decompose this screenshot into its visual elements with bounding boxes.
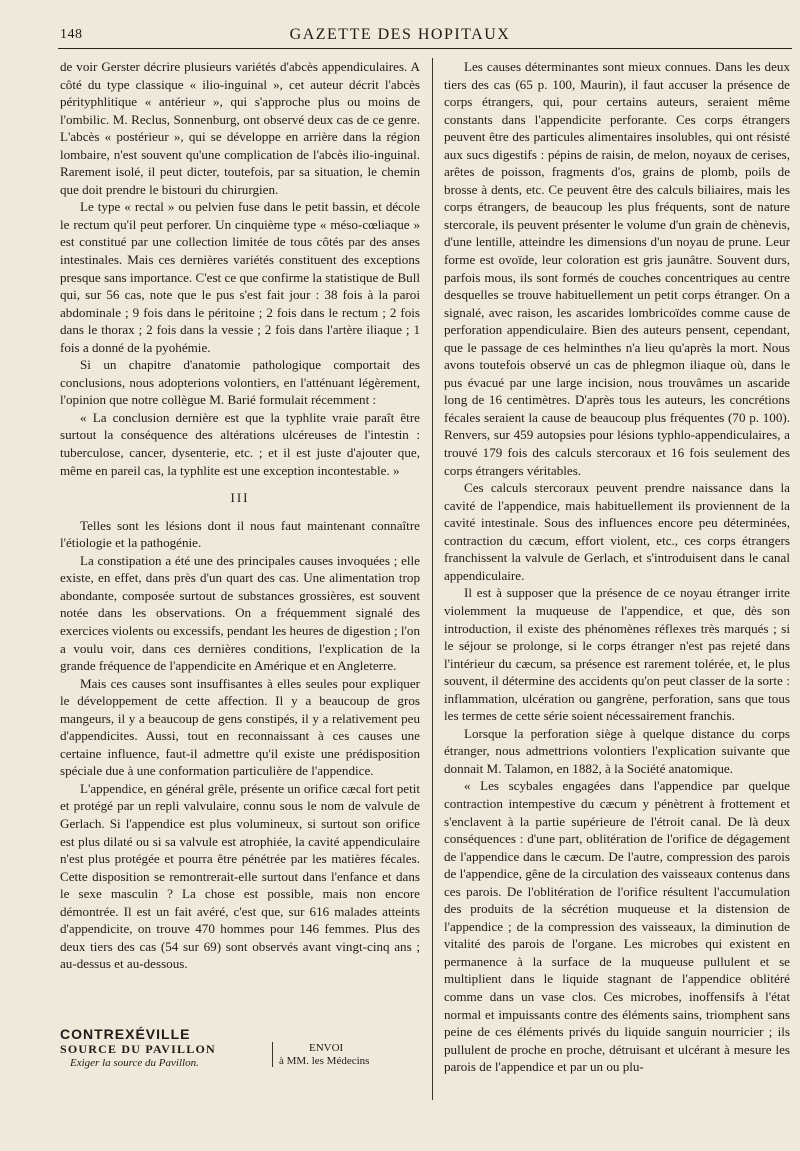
ad-side-line: ENVOI — [309, 1042, 344, 1054]
paragraph: L'appendice, en général grêle, présente un orifice cæcal fort petit et protégé par un repli valvulaire, connu sous le nom de valvule de Gerlach. Si l'appendice est plus volumineux, si surtout son orifice est plus dilaté ou si sa valvule est atrophiée, la cavité appendiculaire n'est plus protégée et pourra être pénétrée par les matières fécales. Cette disposition se remontrerait-elle surtout dans l'enfance et dans le sexe masculin ? La chose est possible, mais non encore démontrée. Il est un fait avéré, c'est que, sur 616 malades atteints d'appendicite, on trouve 470 hommes pour 146 femmes. Plus des deux tiers des cas (54 sur 69) sont observés avant vingt-cinq ans ; au-dessus et au-dessous. — [60, 780, 420, 972]
paragraph: Mais ces causes sont insuffisantes à elles seules pour expliquer le développement de cette affection. Il y a beaucoup de gros mangeurs, il y a beaucoup de gens constipés, il y a relativement peu d'appendicites. Aussi, tout en reconnaissant à ces causes une certaine influence, faut-il admettre qu'il existe une prédisposition spéciale due à une conformation particulière de l'appendice. — [60, 675, 420, 779]
paragraph: Il est à supposer que la présence de ce noyau étranger irrite violemment la muqueuse de l'appendice, et que, dès son introduction, il existe des phénomènes réflexes très marqués ; si le séjour se prolonge, si le corps étranger n'est pas rejeté dans l'intérieur du cæcum, sa présence est rarement tolérée, et, le plus souvent, il détermine des accidents qu'on peut classer de la sorte : inflammation, ulcération ou gangrène, perforation, sans que tous les termes de cette série soient nécessairement franchis. — [444, 585, 790, 724]
advertisement — [60, 1026, 428, 1106]
paragraph: Lorsque la perforation siège à quelque distance du corps étranger, nous admettrions volontiers l'explication suivante que donnait M. Talamon, en 1882, à la Société anatomique. — [444, 725, 790, 776]
quotation: « La conclusion dernière est que la typhlite vraie paraît être surtout la conséquence des altérations ulcéreuses de l'intestin : tuberculose, cancer, dysenterie, etc. ; et il est juste d'ajouter que, même en pareil cas, la typhlite est une exception incontestable. » — [60, 409, 420, 478]
ad-tagline: Exiger la source du Pavillon. — [70, 1057, 199, 1069]
paragraph: Les causes déterminantes sont mieux connues. Dans les deux tiers des cas (65 p. 100, Maurin), il faut accuser la présence de corps étrangers, qui, pour certains auteurs, seraient même constants dans l'appendicite perforante. Ces corps étrangers peuvent être des particules alimentaires insolubles, qui ont résisté aux sucs digestifs : pépins de raisin, de melon, noyaux de cerises, arêtes de poisson, fragments d'os, grains de plomb, poils de brosse à dents, etc. Ce peuvent être des calculs biliaires, mais les corps étrangers, de beaucoup les plus fréquents, sont de nature stercorale, ils peuvent présenter le volume d'un grain de chènevis, d'une lentille, atteindre les dimensions d'un noyau de prune. Leur forme est ovoïde, leur coloration est gris jaunâtre. Souvent durs, parfois mous, ils sont formés de couches concentriques au centre desquelles se trouve habituellement un petit corps étranger. On a signalé, avec raison, les ascarides lombricoïdes comme cause de perforation appendiculaire. Bien des auteurs pensent, cependant, que le passage de ces helminthes n'a lieu qu'après la mort. Nous avons toutefois observé un cas de phlegmon iliaque où, dans le pus évacué par une large incision, nous trouvâmes un ascaride long de 16 centimètres. D'après tous les auteurs, les concrétions fécales seraient la cause de beaucoup plus fréquentes (70 p. 100). Renvers, sur 459 autopsies pour lésions typhlo-appendiculaires, a trouvé 179 fois des calculs stercoraux et 16 fois seulement des corps étrangers véritables. — [444, 59, 790, 478]
paragraph: Telles sont les lésions dont il nous faut maintenant connaître l'étiologie et la pathogénie. — [60, 517, 420, 551]
journal-title: GAZETTE DES HOPITAUX — [289, 26, 511, 43]
right-column — [444, 58, 790, 1076]
paragraph: Si un chapitre d'anatomie pathologique comportait des conclusions, nous adopterions volontiers, en l'atténuant légèrement, l'opinion que notre collègue M. Barié formulait récemment : — [60, 357, 420, 408]
paragraph: de voir Gerster décrire plusieurs variétés d'abcès appendiculaires. A côté du type classique « ilio-inguinal », cet auteur décrit l'abcès pérityphlitique « antérieur », qui s'approche plus ou moins de l'ombilic. M. Reclus, Sonnenburg, ont observé deux cas de ce genre. L'abcès « postérieur », qui se développe en arrière dans la région lombaire, n'est souvent qu'une complication de l'abcès ilio-inguinal. Rarement isolé, il peut dicter, toutefois, par sa situation, le chemin que doit prendre le bistouri du chirurgien. — [60, 59, 420, 197]
header-rule — [58, 48, 792, 49]
page-number: 148 — [60, 27, 83, 42]
ad-source: SOURCE DU PAVILLON — [60, 1042, 216, 1056]
ad-brand: CONTREXÉVILLE — [60, 1026, 191, 1042]
quotation: « Les scybales engagées dans l'appendice par quelque contraction intempestive du cæcum y pénètrent à frottement et s'enclavent à la partie supérieure de l'étroit canal. De là deux conséquences : d'une part, oblitération de l'orifice de dégagement de l'appendice dans le cæcum. De l'autre, compression des parois de l'appendice, gêne de la circulation des vaisseaux contenus dans ces parois. De l'oblitération de l'orifice résultent l'accumulation des produits de la sécrétion muqueuse et la distension de l'appendice ; de la compression des vaisseaux, la diminution de vitalité des parois de l'organe. Les microbes qui existent en permanence à la surface de la muqueuse pullulent et se multiplient dans le liquide stagnant de l'appendice oblitéré comme dans un vase clos. Ces microbes, inoffensifs à l'état normal et impuissants contre des éléments sains, triomphent sans peine de ces éléments privés du liquide sanguin nourricier ; ils pullulent de proche en proche, détruisant et ulcérant à mesure les parois de l'appendice et par un ou plu- — [444, 778, 790, 1075]
paragraph: Ces calculs stercoraux peuvent prendre naissance dans la cavité de l'appendice, mais habituellement ils proviennent de la cavité intestinale. Sous des influences encore peu déterminées, contraction du cæcum, effort violent, etc., ces corps étrangers franchissent la valvule de Gerlach, et s'introduisent dans le canal appendiculaire. — [444, 480, 790, 583]
paragraph: La constipation a été une des principales causes invoquées ; elle existe, en effet, dans près d'un quart des cas. Une alimentation trop abondante, composée surtout de substances grossières, est souvent notée dans les observations. On a fréquemment signalé des exercices violents ou excessifs, pendant les heures de digestion ; l'on a voulu voir, dans ces dernières conditions, l'explication de la grande fréquence de l'appendicite en Amérique et en Angleterre. — [60, 552, 420, 674]
column-divider — [432, 58, 433, 1100]
left-column — [60, 58, 420, 973]
paragraph: Le type « rectal » ou pelvien fuse dans le petit bassin, et décole le rectum qu'il peut perforer. Un cinquième type « méso-cœliaque » est constitué par une collection limitée de tous côtés par des anses intestinales. Mais ces dernières variétés constituent des exceptions presque sans importance. C'est ce que confirme la statistique de Bull qui, sur 56 cas, note que le pus s'est fait jour : 38 fois à la paroi abdominale ; 9 fois dans le péritoine ; 2 fois dans le rectum ; 2 fois dans le thorax ; 2 fois dans la vessie ; 2 fois dans l'artère iliaque ; 1 fois a donné de la pyohémie. — [60, 199, 420, 355]
ad-side-note — [272, 1042, 369, 1067]
section-numeral: III — [230, 490, 250, 506]
ad-side-line: à MM. les Médecins — [279, 1055, 370, 1067]
